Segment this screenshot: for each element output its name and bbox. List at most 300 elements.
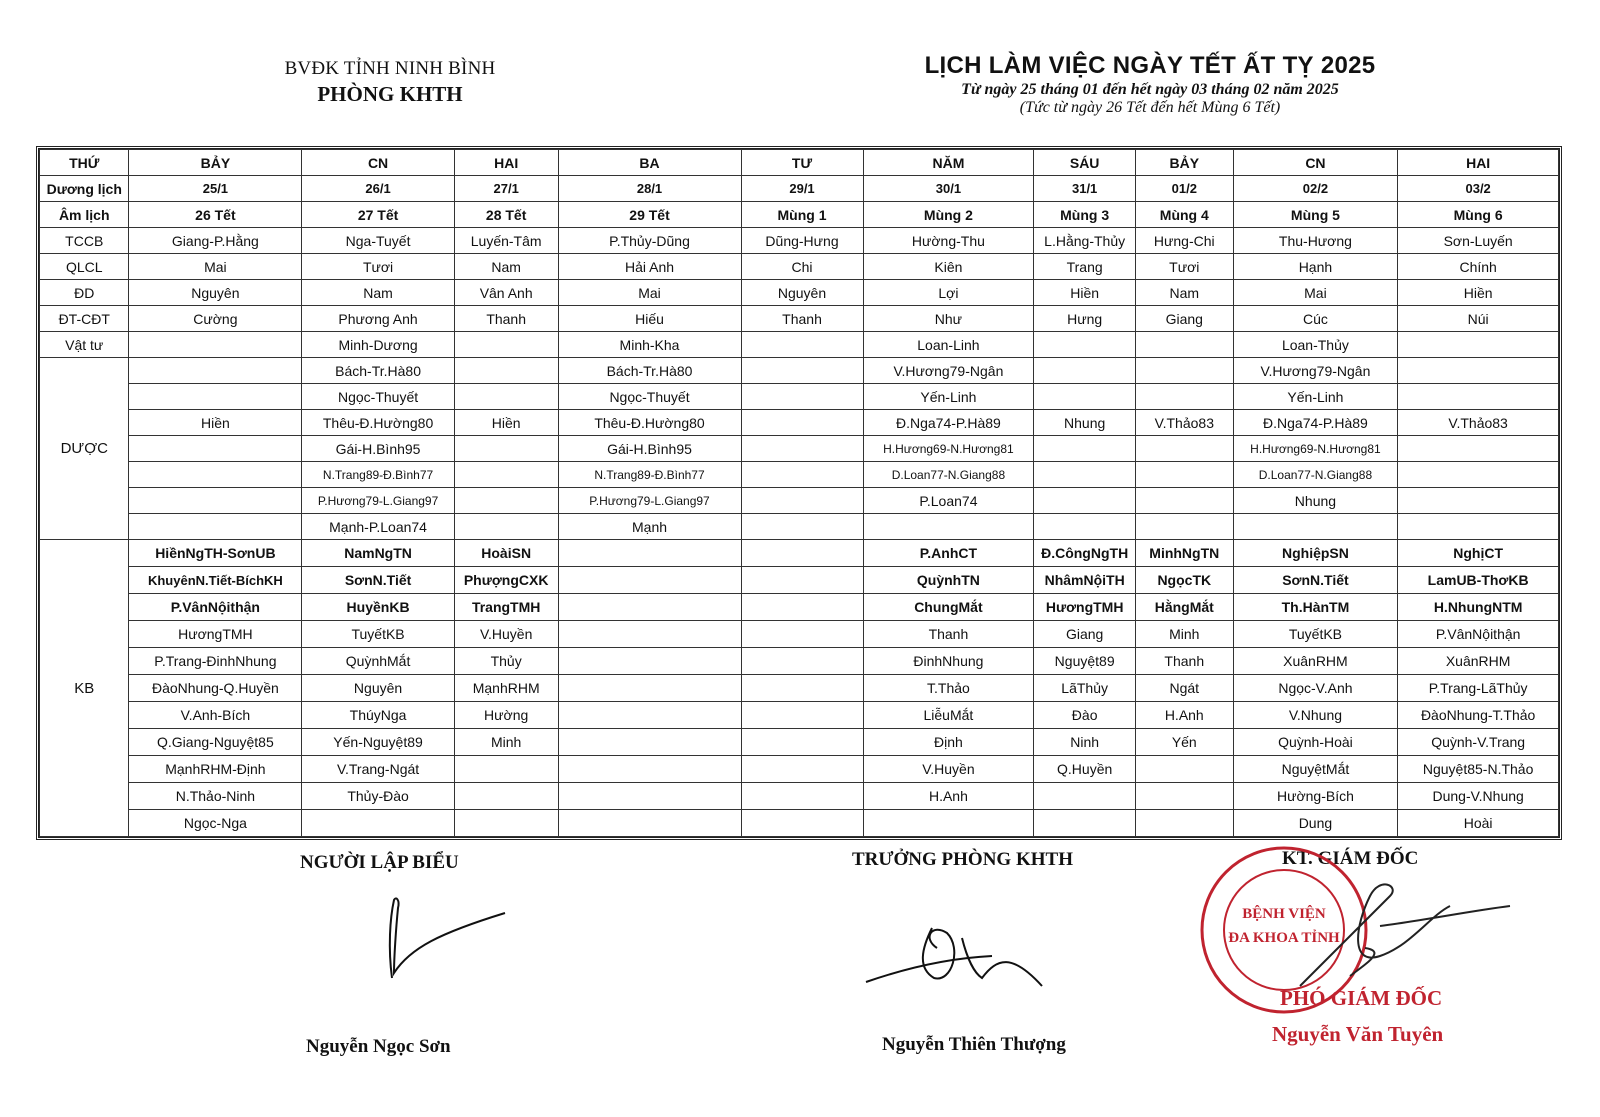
clinic-duty-cell (558, 540, 741, 567)
clinic-duty-cell: XuânRHM (1233, 648, 1398, 675)
clinic-duty-cell: ĐàoNhung-Q.Huyền (129, 675, 302, 702)
supplies-duty-cell (1398, 332, 1559, 358)
row-label-dtcdt: ĐT-CĐT (40, 306, 129, 332)
deputy-title: PHÓ GIÁM ĐỐC (1280, 986, 1443, 1010)
row-label-qlcl: QLCL (40, 254, 129, 280)
training-duty-cell: Giang (1135, 306, 1233, 332)
clinic-duty-cell (454, 756, 558, 783)
nursing-duty-cell: Nam (1135, 280, 1233, 306)
pharmacy-duty-cell: D.Loan77-N.Giang88 (863, 462, 1034, 488)
training-duty-cell: Thanh (454, 306, 558, 332)
clinic-duty-cell (558, 783, 741, 810)
clinic-duty-cell: Quỳnh-V.Trang (1398, 729, 1559, 756)
director-signature (1260, 866, 1520, 1006)
pharmacy-duty-cell: N.Trang89-Đ.Bình77 (302, 462, 455, 488)
pharmacy-duty-cell (1034, 384, 1136, 410)
qlcl-duty-cell: Hạnh (1233, 254, 1398, 280)
supplies-duty-cell: Minh-Dương (302, 332, 455, 358)
pharmacy-duty-cell: Hiền (454, 410, 558, 436)
table-row (40, 756, 1559, 783)
clinic-duty-cell (741, 567, 863, 594)
day-of-week-cell: BẢY (1135, 150, 1233, 176)
pharmacy-duty-cell (741, 488, 863, 514)
clinic-duty-cell: P.Trang-ĐinhNhung (129, 648, 302, 675)
table-row (40, 280, 1559, 306)
clinic-duty-cell (558, 729, 741, 756)
pharmacy-duty-cell (1034, 436, 1136, 462)
qlcl-duty-cell: Hải Anh (558, 254, 741, 280)
clinic-duty-cell (1034, 810, 1136, 837)
row-label-dd: ĐD (40, 280, 129, 306)
pharmacy-duty-cell: P.Loan74 (863, 488, 1034, 514)
clinic-duty-cell: MinhNgTN (1135, 540, 1233, 567)
preparer-name: Nguyễn Ngọc Sơn (306, 1036, 451, 1057)
clinic-duty-cell (558, 621, 741, 648)
pharmacy-duty-cell (741, 436, 863, 462)
qlcl-duty-cell: Mai (129, 254, 302, 280)
nursing-duty-cell: Hiền (1034, 280, 1136, 306)
pharmacy-duty-cell: P.Hương79-L.Giang97 (302, 488, 455, 514)
clinic-duty-cell: Thủy (454, 648, 558, 675)
row-label-tccb: TCCB (40, 228, 129, 254)
document-subtitle: Từ ngày 25 tháng 01 đến hết ngày 03 tháng 02 năm 2025 (961, 81, 1339, 98)
clinic-duty-cell: Ngọc-V.Anh (1233, 675, 1398, 702)
table-row (40, 783, 1559, 810)
clinic-duty-cell: H.Anh (863, 783, 1034, 810)
row-label-vattu: Vật tư (40, 332, 129, 358)
pharmacy-duty-cell: V.Hương79-Ngân (863, 358, 1034, 384)
training-duty-cell: Như (863, 306, 1034, 332)
pharmacy-duty-cell (741, 384, 863, 410)
clinic-duty-cell (741, 729, 863, 756)
table-row (40, 729, 1559, 756)
qlcl-duty-cell: Chính (1398, 254, 1559, 280)
clinic-duty-cell: ĐinhNhung (863, 648, 1034, 675)
clinic-duty-cell: T.Thảo (863, 675, 1034, 702)
deputy-name: Nguyễn Văn Tuyên (1272, 1022, 1444, 1046)
row-label-am_lich: Âm lịch (40, 202, 129, 228)
table-row (40, 702, 1559, 729)
preparer-signature (380, 888, 520, 988)
pharmacy-duty-cell (1135, 462, 1233, 488)
pharmacy-duty-cell: Bách-Tr.Hà80 (558, 358, 741, 384)
table-row (40, 488, 1559, 514)
pharmacy-duty-cell (129, 462, 302, 488)
clinic-duty-cell: Hường-Bích (1233, 783, 1398, 810)
day-of-week-cell: HAI (1398, 150, 1559, 176)
solar-date-cell: 03/2 (1398, 176, 1559, 202)
row-label-kb: KB (40, 540, 129, 837)
clinic-duty-cell: Nguyệt85-N.Thảo (1398, 756, 1559, 783)
day-of-week-cell: BA (558, 150, 741, 176)
clinic-duty-cell: V.Trang-Ngát (302, 756, 455, 783)
clinic-duty-cell: Yến (1135, 729, 1233, 756)
pharmacy-duty-cell (741, 514, 863, 540)
clinic-duty-cell: LãThủy (1034, 675, 1136, 702)
table-row (40, 810, 1559, 837)
clinic-duty-cell: MạnhRHM (454, 675, 558, 702)
director-prefix: KT. (1282, 848, 1313, 869)
nursing-duty-cell: Mai (558, 280, 741, 306)
tccb-duty-cell: Nga-Tuyết (302, 228, 455, 254)
pharmacy-duty-cell (454, 436, 558, 462)
lunar-date-cell: Mùng 1 (741, 202, 863, 228)
clinic-duty-cell: V.Nhung (1233, 702, 1398, 729)
clinic-duty-cell: Yến-Nguyệt89 (302, 729, 455, 756)
director-title: GIÁM ĐỐC (1317, 848, 1419, 869)
document-title: LỊCH LÀM VIỆC NGÀY TẾT ẤT TỴ 2025 (924, 52, 1376, 79)
pharmacy-duty-cell (1135, 436, 1233, 462)
solar-date-cell: 31/1 (1034, 176, 1136, 202)
clinic-duty-cell: Minh (1135, 621, 1233, 648)
tccb-duty-cell: L.Hằng-Thủy (1034, 228, 1136, 254)
lunar-date-cell: Mùng 3 (1034, 202, 1136, 228)
clinic-duty-cell: NamNgTN (302, 540, 455, 567)
clinic-duty-cell (741, 648, 863, 675)
pharmacy-duty-cell (741, 462, 863, 488)
clinic-duty-cell: Q.Giang-Nguyệt85 (129, 729, 302, 756)
table-row (40, 567, 1559, 594)
clinic-duty-cell: P.VânNộithận (129, 594, 302, 621)
clinic-duty-cell (558, 594, 741, 621)
solar-date-cell: 28/1 (558, 176, 741, 202)
head-name: Nguyễn Thiên Thượng (882, 1034, 1066, 1055)
training-duty-cell: Hưng (1034, 306, 1136, 332)
tccb-duty-cell: Thu-Hương (1233, 228, 1398, 254)
pharmacy-duty-cell (454, 384, 558, 410)
clinic-duty-cell (1135, 756, 1233, 783)
supplies-duty-cell (1135, 332, 1233, 358)
pharmacy-duty-cell (1135, 358, 1233, 384)
nursing-duty-cell: Vân Anh (454, 280, 558, 306)
clinic-duty-cell (741, 540, 863, 567)
table-row (40, 410, 1559, 436)
tccb-duty-cell: Giang-P.Hằng (129, 228, 302, 254)
nursing-duty-cell: Nguyên (741, 280, 863, 306)
clinic-duty-cell (741, 675, 863, 702)
clinic-duty-cell: NghiệpSN (1233, 540, 1398, 567)
clinic-duty-cell (558, 648, 741, 675)
pharmacy-duty-cell (454, 488, 558, 514)
pharmacy-duty-cell (1135, 384, 1233, 410)
pharmacy-duty-cell (1398, 488, 1559, 514)
clinic-duty-cell: QuỳnhTN (863, 567, 1034, 594)
pharmacy-duty-cell: Nhung (1034, 410, 1136, 436)
pharmacy-duty-cell (1034, 462, 1136, 488)
clinic-duty-cell: Đào (1034, 702, 1136, 729)
clinic-duty-cell: P.VânNộithận (1398, 621, 1559, 648)
lunar-date-cell: Mùng 6 (1398, 202, 1559, 228)
head-signature (862, 908, 1052, 998)
pharmacy-duty-cell (1034, 514, 1136, 540)
pharmacy-duty-cell: Mạnh-P.Loan74 (302, 514, 455, 540)
clinic-duty-cell: Định (863, 729, 1034, 756)
clinic-duty-cell: HằngMắt (1135, 594, 1233, 621)
solar-date-cell: 29/1 (741, 176, 863, 202)
clinic-duty-cell: Thủy-Đào (302, 783, 455, 810)
training-duty-cell: Cúc (1233, 306, 1398, 332)
clinic-duty-cell: Hoài (1398, 810, 1559, 837)
pharmacy-duty-cell: Gái-H.Bình95 (302, 436, 455, 462)
clinic-duty-cell: P.AnhCT (863, 540, 1034, 567)
clinic-duty-cell: PhượngCXK (454, 567, 558, 594)
pharmacy-duty-cell (129, 358, 302, 384)
clinic-duty-cell (302, 810, 455, 837)
table-row (40, 648, 1559, 675)
pharmacy-duty-cell (1233, 514, 1398, 540)
pharmacy-duty-cell (1398, 436, 1559, 462)
pharmacy-duty-cell (1135, 488, 1233, 514)
tccb-duty-cell: P.Thủy-Dũng (558, 228, 741, 254)
qlcl-duty-cell: Tươi (302, 254, 455, 280)
training-duty-cell: Cường (129, 306, 302, 332)
table-row (40, 228, 1559, 254)
table-row (40, 306, 1559, 332)
clinic-duty-cell (741, 756, 863, 783)
pharmacy-duty-cell (1398, 514, 1559, 540)
pharmacy-duty-cell (129, 384, 302, 410)
clinic-duty-cell: P.Trang-LãThủy (1398, 675, 1559, 702)
clinic-duty-cell: Quỳnh-Hoài (1233, 729, 1398, 756)
clinic-duty-cell: N.Thảo-Ninh (129, 783, 302, 810)
day-of-week-cell: CN (1233, 150, 1398, 176)
preparer-title: NGƯỜI LẬP BIỂU (300, 852, 459, 873)
nursing-duty-cell: Lợi (863, 280, 1034, 306)
pharmacy-duty-cell (1034, 488, 1136, 514)
pharmacy-duty-cell: Gái-H.Bình95 (558, 436, 741, 462)
solar-date-cell: 25/1 (129, 176, 302, 202)
tccb-duty-cell: Dũng-Hưng (741, 228, 863, 254)
day-of-week-cell: NĂM (863, 150, 1034, 176)
table-row (40, 675, 1559, 702)
clinic-duty-cell: Giang (1034, 621, 1136, 648)
table-row (40, 176, 1559, 202)
lunar-date-cell: Mùng 4 (1135, 202, 1233, 228)
qlcl-duty-cell: Nam (454, 254, 558, 280)
clinic-duty-cell (1034, 783, 1136, 810)
clinic-duty-cell: LamUB-ThơKB (1398, 567, 1559, 594)
lunar-date-cell: 26 Tết (129, 202, 302, 228)
clinic-duty-cell: Nguyên (302, 675, 455, 702)
table-row (40, 150, 1559, 176)
supplies-duty-cell (129, 332, 302, 358)
pharmacy-duty-cell: D.Loan77-N.Giang88 (1233, 462, 1398, 488)
pharmacy-duty-cell (741, 410, 863, 436)
solar-date-cell: 30/1 (863, 176, 1034, 202)
clinic-duty-cell: Thanh (863, 621, 1034, 648)
pharmacy-duty-cell: Thêu-Đ.Hường80 (302, 410, 455, 436)
pharmacy-duty-cell: Hiền (129, 410, 302, 436)
table-row (40, 254, 1559, 280)
nursing-duty-cell: Nguyên (129, 280, 302, 306)
table-row (40, 358, 1559, 384)
clinic-duty-cell (558, 675, 741, 702)
clinic-duty-cell: Nguyệt89 (1034, 648, 1136, 675)
header-left (240, 58, 540, 107)
pharmacy-duty-cell: Thêu-Đ.Hường80 (558, 410, 741, 436)
nursing-duty-cell: Nam (302, 280, 455, 306)
clinic-duty-cell: NguyệtMắt (1233, 756, 1398, 783)
clinic-duty-cell: HuyềnKB (302, 594, 455, 621)
pharmacy-duty-cell: Đ.Nga74-P.Hà89 (1233, 410, 1398, 436)
clinic-duty-cell (741, 594, 863, 621)
row-label-thu: THỨ (40, 150, 129, 176)
day-of-week-cell: SÁU (1034, 150, 1136, 176)
day-of-week-cell: BẢY (129, 150, 302, 176)
clinic-duty-cell: Ngọc-Nga (129, 810, 302, 837)
qlcl-duty-cell: Tươi (1135, 254, 1233, 280)
clinic-duty-cell: QuỳnhMắt (302, 648, 455, 675)
clinic-duty-cell (741, 783, 863, 810)
clinic-duty-cell (558, 810, 741, 837)
solar-date-cell: 02/2 (1233, 176, 1398, 202)
clinic-duty-cell: V.Anh-Bích (129, 702, 302, 729)
pharmacy-duty-cell: Yến-Linh (863, 384, 1034, 410)
row-label-duong_lich: Dương lịch (40, 176, 129, 202)
lunar-date-cell: 28 Tết (454, 202, 558, 228)
solar-date-cell: 27/1 (454, 176, 558, 202)
pharmacy-duty-cell (129, 488, 302, 514)
clinic-duty-cell (454, 810, 558, 837)
clinic-duty-cell: V.Huyền (863, 756, 1034, 783)
pharmacy-duty-cell (129, 514, 302, 540)
clinic-duty-cell (1135, 783, 1233, 810)
pharmacy-duty-cell: H.Hương69-N.Hương81 (1233, 436, 1398, 462)
supplies-duty-cell (454, 332, 558, 358)
clinic-duty-cell: ChungMắt (863, 594, 1034, 621)
table-row (40, 436, 1559, 462)
pharmacy-duty-cell (454, 514, 558, 540)
clinic-duty-cell: Hường (454, 702, 558, 729)
supplies-duty-cell: Loan-Thủy (1233, 332, 1398, 358)
pharmacy-duty-cell: Ngọc-Thuyết (558, 384, 741, 410)
tccb-duty-cell: Hường-Thu (863, 228, 1034, 254)
pharmacy-duty-cell (1034, 358, 1136, 384)
clinic-duty-cell (741, 621, 863, 648)
pharmacy-duty-cell (454, 358, 558, 384)
pharmacy-duty-cell: Yến-Linh (1233, 384, 1398, 410)
clinic-duty-cell: XuânRHM (1398, 648, 1559, 675)
training-duty-cell: Núi (1398, 306, 1559, 332)
clinic-duty-cell: LiễuMắt (863, 702, 1034, 729)
tccb-duty-cell: Sơn-Luyến (1398, 228, 1559, 254)
lunar-date-cell: Mùng 2 (863, 202, 1034, 228)
clinic-duty-cell: H.NhungNTM (1398, 594, 1559, 621)
nursing-duty-cell: Hiền (1398, 280, 1559, 306)
solar-date-cell: 01/2 (1135, 176, 1233, 202)
clinic-duty-cell: HiềnNgTH-SơnUB (129, 540, 302, 567)
pharmacy-duty-cell: Mạnh (558, 514, 741, 540)
pharmacy-duty-cell (129, 436, 302, 462)
pharmacy-duty-cell: Nhung (1233, 488, 1398, 514)
dept-name: PHÒNG KHTH (317, 82, 463, 106)
table-row (40, 514, 1559, 540)
clinic-duty-cell: Ngát (1135, 675, 1233, 702)
pharmacy-duty-cell: Ngọc-Thuyết (302, 384, 455, 410)
clinic-duty-cell: TuyếtKB (1233, 621, 1398, 648)
clinic-duty-cell: Q.Huyền (1034, 756, 1136, 783)
clinic-duty-cell: ThúyNga (302, 702, 455, 729)
supplies-duty-cell (1034, 332, 1136, 358)
clinic-duty-cell: Minh (454, 729, 558, 756)
org-name: BVĐK TỈNH NINH BÌNH (284, 58, 496, 79)
clinic-duty-cell: HươngTMH (1034, 594, 1136, 621)
clinic-duty-cell: Thanh (1135, 648, 1233, 675)
pharmacy-duty-cell: H.Hương69-N.Hương81 (863, 436, 1034, 462)
schedule-table (39, 149, 1559, 837)
pharmacy-duty-cell (741, 358, 863, 384)
clinic-duty-cell: KhuyênN.Tiết-BíchKH (129, 567, 302, 594)
clinic-duty-cell (741, 810, 863, 837)
pharmacy-duty-cell: N.Trang89-Đ.Bình77 (558, 462, 741, 488)
supplies-duty-cell (741, 332, 863, 358)
training-duty-cell: Phương Anh (302, 306, 455, 332)
day-of-week-cell: HAI (454, 150, 558, 176)
table-row (40, 332, 1559, 358)
nursing-duty-cell: Mai (1233, 280, 1398, 306)
clinic-duty-cell: NgọcTK (1135, 567, 1233, 594)
pharmacy-duty-cell: V.Thảo83 (1135, 410, 1233, 436)
clinic-duty-cell: TuyếtKB (302, 621, 455, 648)
supplies-duty-cell: Loan-Linh (863, 332, 1034, 358)
clinic-duty-cell: Đ.CôngNgTH (1034, 540, 1136, 567)
clinic-duty-cell: Dung (1233, 810, 1398, 837)
clinic-duty-cell: HươngTMH (129, 621, 302, 648)
clinic-duty-cell: V.Huyền (454, 621, 558, 648)
document-subtitle-lunar: (Tức từ ngày 26 Tết đến hết Mùng 6 Tết) (1019, 99, 1281, 116)
clinic-duty-cell (863, 810, 1034, 837)
clinic-duty-cell: SơnN.Tiết (302, 567, 455, 594)
table-row (40, 202, 1559, 228)
pharmacy-duty-cell: Bách-Tr.Hà80 (302, 358, 455, 384)
pharmacy-duty-cell (1398, 462, 1559, 488)
training-duty-cell: Thanh (741, 306, 863, 332)
pharmacy-duty-cell (1398, 384, 1559, 410)
pharmacy-duty-cell: Đ.Nga74-P.Hà89 (863, 410, 1034, 436)
clinic-duty-cell: Th.HànTM (1233, 594, 1398, 621)
pharmacy-duty-cell: V.Hương79-Ngân (1233, 358, 1398, 384)
solar-date-cell: 26/1 (302, 176, 455, 202)
clinic-duty-cell: Dung-V.Nhung (1398, 783, 1559, 810)
clinic-duty-cell: ĐàoNhung-T.Thảo (1398, 702, 1559, 729)
clinic-duty-cell: HoàiSN (454, 540, 558, 567)
clinic-duty-cell: SơnN.Tiết (1233, 567, 1398, 594)
day-of-week-cell: CN (302, 150, 455, 176)
row-label-duoc: DƯỢC (40, 358, 129, 540)
pharmacy-duty-cell (863, 514, 1034, 540)
supplies-duty-cell: Minh-Kha (558, 332, 741, 358)
lunar-date-cell: Mùng 5 (1233, 202, 1398, 228)
tccb-duty-cell: Luyến-Tâm (454, 228, 558, 254)
qlcl-duty-cell: Kiên (863, 254, 1034, 280)
clinic-duty-cell (741, 702, 863, 729)
lunar-date-cell: 29 Tết (558, 202, 741, 228)
lunar-date-cell: 27 Tết (302, 202, 455, 228)
clinic-duty-cell: NghịCT (1398, 540, 1559, 567)
clinic-duty-cell (1135, 810, 1233, 837)
schedule-table-frame (36, 146, 1562, 840)
table-row (40, 384, 1559, 410)
table-row (40, 462, 1559, 488)
svg-text:BỆNH VIỆN: BỆNH VIỆN (1242, 906, 1326, 922)
pharmacy-duty-cell: V.Thảo83 (1398, 410, 1559, 436)
training-duty-cell: Hiếu (558, 306, 741, 332)
pharmacy-duty-cell (1398, 358, 1559, 384)
head-title: TRƯỞNG PHÒNG KHTH (852, 849, 1073, 870)
clinic-duty-cell (558, 702, 741, 729)
clinic-duty-cell (454, 783, 558, 810)
clinic-duty-cell: MạnhRHM-Định (129, 756, 302, 783)
